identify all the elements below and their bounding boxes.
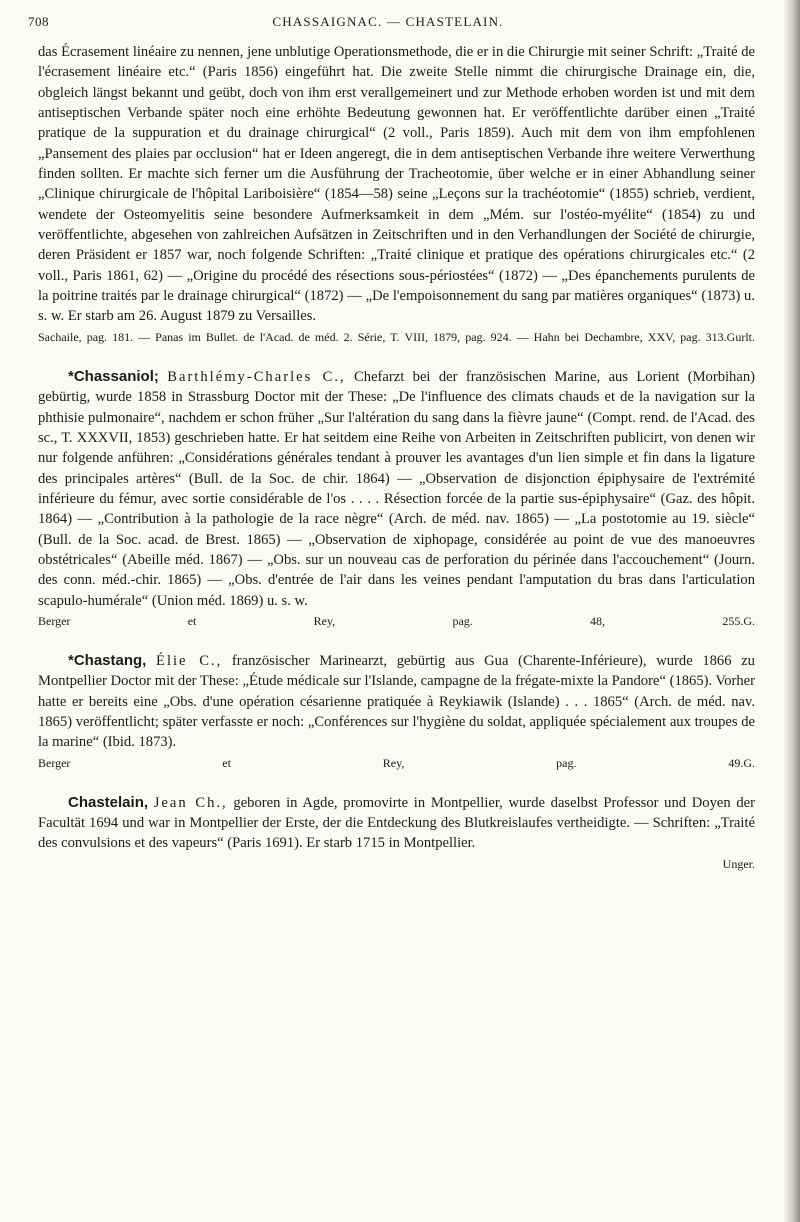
chassaniol-references (38, 611, 755, 651)
page-number: 708 (28, 14, 49, 29)
chassaniol-entry (38, 367, 755, 611)
reference-text: Berger et Rey, pag. 48, 255. (38, 613, 744, 628)
reference-text: Berger et Rey, pag. 49. (38, 755, 744, 770)
entry-text: Chefarzt bei der französischen Marine, aus Lorient (Morbihan) gebürtig, wurde 1858 in Strassburg Doctor mit der These: „De l'influence des climats chauds et de la navigation sur la phthisie pulmonaire“, nachdem er schon früher „Sur l'altération du sang dans la fièvre jaune“ (Compt. rend. de l'Acad. des sc., T. XXXVII, 1853) geschrieben hatte. Er hat seitdem eine Reihe von Arbeiten in Zeitschriften publicirt, von denen wir nur folgende anführen: „Considérations générales tendant à prouver les avantages d'un lien simple et fin dans la ligature des principales artères“ (Bull. de la Soc. de chir. 1864) — „Observation de disjonction épiphysaire de l'extrémité inférieure du fémur, avec sortie considérable de l'os . . . . Résection forcée de la partie sus-épiphysaire“ (Gaz. des hôpit. 1864) — „Contribution à la pathologie de la race nègre“ (Arch. de méd. nav. 1865) — „La postotomie au 19. siècle“ (Bull. de la Soc. acad. de Brest. 1865) — „Observation de xiphopage, considérée au point de vue des manoeuvres obstétricales“ (Abeille méd. 1867) — „Obs. sur un nouveau cas de perforation du périnée dans l'accouchement“ (Journ. des conn. méd.-chir. 1865) — „Obs. d'entrée de l'air dans les veines pendant l'amputation du bras dans l'articulation scapulo-humérale“ (Union méd. 1869) u. s. w. (38, 368, 755, 609)
chastang-entry (38, 651, 755, 753)
chastelain-entry (38, 793, 755, 854)
chassaignac-paragraph: das Écrasement linéaire zu nennen, jene unblutige Operationsmethode, die er in die Chirurgie mit seiner Schrift: „Traité de l'écrasement linéaire etc.“ (Paris 1856) eingeführt hat. Die zweite Stelle nimmt die chirurgische Drainage ein, die, obgleich längst bekannt und geübt, doch von ihm erst verallgemeinert und zur Methode erhoben worden ist und mit dem antiseptischen Verbande später noch eine erhöhte Bedeutung gewonnen hat. Er veröffentlichte darüber einen „Traité pratique de la suppuration et du drainage chirurgical“ (2 voll., Paris 1859). Auch mit dem von ihm empfohlenen „Pansement des plaies par occlusion“ hat er Ideen angeregt, die in dem antiseptischen Verbande ihre weitere Verwerthung finden sollten. Er machte sich ferner um die Ausführung der Tracheotomie, über welche er in einer Abhandlung seiner „Clinique chirurgicale de l'hôpital Lariboisière“ (1854—58) seine „Leçons sur la trachéotomie“ (1855) schrieb, verdient, wendete der Osteomyelitis seine besondere Aufmerksamkeit in dem „Mém. sur l'ostéo-myélite“ (1854) zu und veröffentlichte, abgesehen von zahlreichen Aufsätzen in Zeitschriften und in den Verhandlungen der Société de chirurgie, deren Präsident er 1857 war, noch folgende Schriften: „Traité clinique et pratique des opérations chirurgicales etc.“ (2 voll., Paris 1861, 62) — „Origine du procédé des résections sous-périostées“ (1872) — „Des épanchements purulents de la poitrine traités par le drainage chirurgical“ (1872) — „De l'empoisonnement du sang par matières organiques“ (1873) u. s. w. Er starb am 26. August 1879 zu Versailles. (38, 44, 755, 325)
entry-headword: *Chassaniol; (68, 367, 159, 385)
page-edge-shadow (784, 0, 800, 1222)
chassaignac-references (38, 327, 755, 367)
reference-text: Sachaile, pag. 181. — Panas im Bullet. de l'Acad. de méd. 2. Série, T. VIII, 1879, pag. 924. — Hahn bei Dechambre, XXV, pag. 313. (38, 329, 727, 344)
entry-person: Jean Ch., (153, 794, 228, 811)
page-body (38, 42, 755, 874)
running-head: CHASSAIGNAC. — CHASTELAIN. (272, 14, 504, 29)
reference-author: G. (743, 613, 755, 628)
entry-headword: *Chastang, (68, 651, 147, 669)
chastang-references (38, 753, 755, 793)
entry-person: Élie C., (156, 652, 223, 669)
entry-headword: Chastelain, (68, 793, 149, 811)
reference-author: G. (743, 755, 755, 770)
entry-text: geboren in Agde, promovirte in Montpellier, wurde daselbst Professor und Doyen der Facultät 1694 und war in Montpellier der Erste, der die Entdeckung des Blutkreislaufes vertheidigte. — Schriften: „Traité des convulsions et des vapeurs“ (Paris 1691). Er starb 1715 in Montpellier. (38, 794, 755, 852)
page-header (28, 14, 748, 34)
entry-text: französischer Marinearzt, gebürtig aus Gua (Charente-Inférieure), wurde 1866 zu Montpellier Doctor mit der These: „Étude médicale sur l'Islande, campagne de la frégate-mixte la Pandore“ (1865). Vorher hatte er bereits eine „Obs. d'une opération césarienne pratiquée à Reykiawik (Islande) . . . 1865“ (Arch. de méd. nav. 1865) veröffentlicht; später verfasste er noch: „Conférences sur l'hygiène du soldat, appliquée spécialement aux troupes de la marine“ (Ibid. 1873). (38, 652, 755, 751)
entry-person: Barthlémy-Charles C., (167, 368, 346, 385)
reference-author: Gurlt. (726, 329, 755, 344)
chastelain-author: Unger. (722, 856, 755, 871)
